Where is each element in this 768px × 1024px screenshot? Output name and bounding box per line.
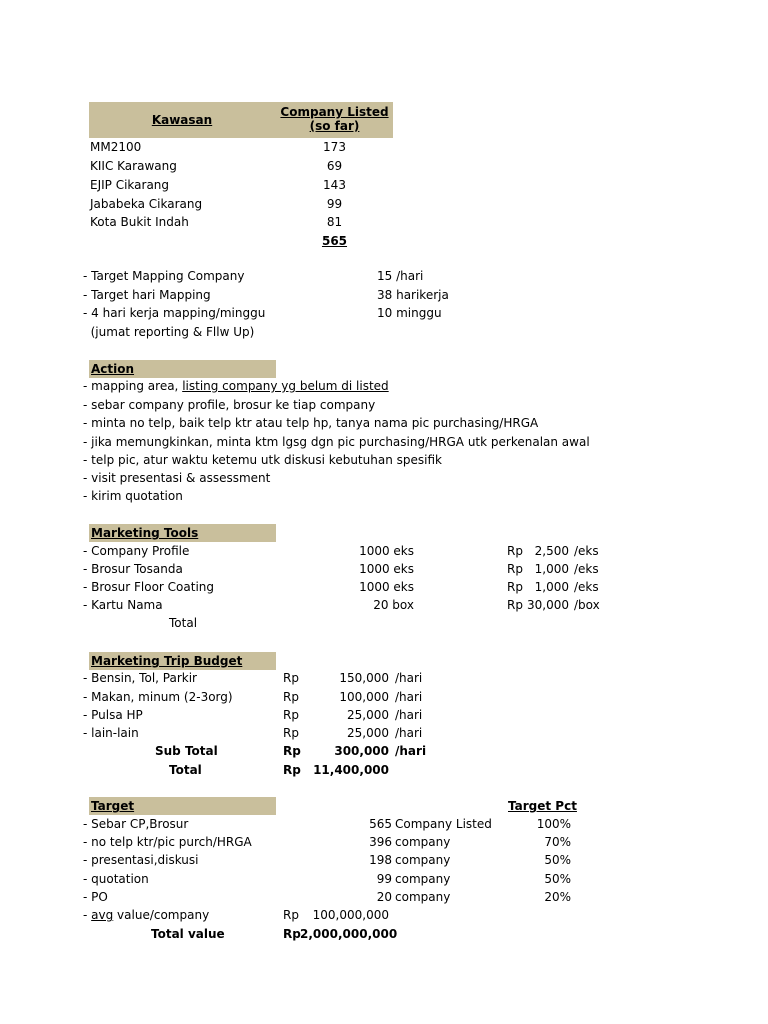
kawasan-count: 143	[323, 178, 346, 192]
budget-amount: 100,000	[339, 690, 389, 704]
tool-qty: 1000 eks	[359, 580, 414, 594]
budget-unit: /hari	[395, 708, 423, 722]
tool-unit: /box	[574, 598, 600, 612]
tool-unit: /eks	[574, 562, 599, 576]
tool-price: 30,000	[527, 598, 569, 612]
budget-label: - lain-lain	[83, 726, 139, 740]
target-item-pct: 70%	[544, 835, 571, 849]
target-item-number: 198	[369, 853, 392, 867]
budget-total-currency: Rp	[283, 763, 301, 777]
budget-unit: /hari	[395, 726, 423, 740]
target-item-pct: 20%	[544, 890, 571, 904]
action-item: - kirim quotation	[83, 489, 183, 503]
budget-label: - Bensin, Tol, Parkir	[83, 671, 197, 685]
budget-total-label: Total	[169, 763, 202, 777]
target-label: - 4 hari kerja mapping/minggu	[83, 306, 266, 320]
budget-amount: 150,000	[339, 671, 389, 685]
tool-label: - Kartu Nama	[83, 598, 163, 612]
target-item-label: - Sebar CP,Brosur	[83, 817, 189, 831]
target-item-desc: company	[395, 835, 451, 849]
kawasan-count: 173	[323, 140, 346, 154]
budget-unit: /hari	[395, 671, 423, 685]
budget-label: - Makan, minum (2-3org)	[83, 690, 233, 704]
action-item: - telp pic, atur waktu ketemu utk diskusi kebutuhan spesifik	[83, 453, 442, 467]
target-value: 15 /hari	[377, 269, 424, 283]
action-item: - minta no telp, baik telp ktr atau telp hp, tanya nama pic purchasing/HRGA	[83, 416, 539, 430]
target-item-number: 565	[369, 817, 392, 831]
kawasan-name: EJIP Cikarang	[90, 178, 170, 192]
kawasan-name: KIIC Karawang	[90, 159, 177, 173]
total-value-amount: 2,000,000,000	[300, 927, 398, 941]
total-value-label: Total value	[151, 927, 225, 941]
target-item-pct: 100%	[536, 817, 571, 831]
action-item-underlined: listing company yg belum di listed	[182, 379, 389, 393]
action-item: - jika memungkinkan, minta ktm lgsg dgn pic purchasing/HRGA utk perkenalan awal	[83, 435, 590, 449]
target-value: 38 harikerja	[377, 288, 449, 302]
action-item	[83, 378, 389, 394]
target-item-label: - quotation	[83, 872, 149, 886]
tool-currency: Rp	[507, 580, 523, 594]
target-item-label: - no telp ktr/pic purch/HRGA	[83, 835, 252, 849]
budget-subtotal-label: Sub Total	[155, 744, 218, 758]
action-item-text: - mapping area,	[83, 379, 183, 393]
budget-currency: Rp	[283, 726, 299, 740]
tool-qty: 1000 eks	[359, 562, 414, 576]
target-item-pct: 50%	[544, 853, 571, 867]
tool-label: - Brosur Floor Coating	[83, 580, 214, 594]
target-item-number: 99	[376, 872, 392, 886]
kawasan-name: Jababeka Cikarang	[90, 197, 203, 211]
company-listed-header: Company Listed (so far)	[280, 105, 389, 133]
target-label: - Target hari Mapping	[83, 288, 211, 302]
budget-unit: /hari	[395, 690, 423, 704]
budget-amount: 25,000	[347, 726, 389, 740]
kawasan-name: Kota Bukit Indah	[90, 215, 189, 229]
tool-price: 1,000	[534, 562, 569, 576]
budget-total-amount: 11,400,000	[313, 763, 389, 777]
tool-qty: 20 box	[373, 598, 414, 612]
target-item-desc: company	[395, 872, 451, 886]
target-item-desc: Company Listed	[395, 817, 492, 831]
budget-subtotal-unit: /hari	[395, 744, 427, 758]
action-title: Action	[91, 362, 135, 376]
budget-subtotal-currency: Rp	[283, 744, 301, 758]
budget-currency: Rp	[283, 708, 299, 722]
tools-total-label: Total	[169, 616, 198, 630]
target-item-desc: company	[395, 890, 451, 904]
avg-value-currency: Rp	[283, 908, 299, 922]
budget-subtotal-amount: 300,000	[334, 744, 389, 758]
budget-currency: Rp	[283, 671, 299, 685]
avg-suffix: value/company	[113, 908, 210, 922]
kawasan-count: 81	[326, 215, 343, 229]
target-item-label: - PO	[83, 890, 108, 904]
kawasan-count: 99	[326, 197, 343, 211]
kawasan-header: Kawasan	[151, 113, 213, 127]
action-item: - sebar company profile, brosur ke tiap company	[83, 398, 376, 412]
tool-currency: Rp	[507, 562, 523, 576]
target-title: Target	[91, 799, 135, 813]
tool-label: - Company Profile	[83, 544, 190, 558]
target-pct-header: Target Pct	[508, 799, 577, 813]
avg-value-amount: 100,000,000	[312, 908, 389, 922]
target-item-desc: company	[395, 853, 451, 867]
tool-unit: /eks	[574, 544, 599, 558]
target-label: (jumat reporting & Fllw Up)	[83, 325, 255, 339]
trip-budget-title: Marketing Trip Budget	[91, 654, 243, 668]
kawasan-name: MM2100	[90, 140, 142, 154]
target-item-number: 20	[376, 890, 392, 904]
target-value: 10 minggu	[377, 306, 442, 320]
budget-label: - Pulsa HP	[83, 708, 143, 722]
tool-price: 1,000	[534, 580, 569, 594]
target-item-label: - presentasi,diskusi	[83, 853, 199, 867]
tool-currency: Rp	[507, 544, 523, 558]
avg-underlined: avg	[91, 908, 114, 922]
budget-currency: Rp	[283, 690, 299, 704]
target-item-number: 396	[369, 835, 392, 849]
total-value-currency: Rp	[283, 927, 301, 941]
tool-qty: 1000 eks	[359, 544, 414, 558]
kawasan-count: 69	[326, 159, 343, 173]
target-label: - Target Mapping Company	[83, 269, 245, 283]
tool-unit: /eks	[574, 580, 599, 594]
tool-label: - Brosur Tosanda	[83, 562, 183, 576]
avg-prefix: -	[83, 908, 92, 922]
budget-amount: 25,000	[347, 708, 389, 722]
tool-currency: Rp	[507, 598, 523, 612]
kawasan-total: 565	[321, 234, 348, 248]
tool-price: 2,500	[534, 544, 569, 558]
target-item-pct: 50%	[544, 872, 571, 886]
marketing-tools-title: Marketing Tools	[91, 526, 199, 540]
action-item: - visit presentasi & assessment	[83, 471, 271, 485]
avg-value-label	[83, 907, 209, 923]
